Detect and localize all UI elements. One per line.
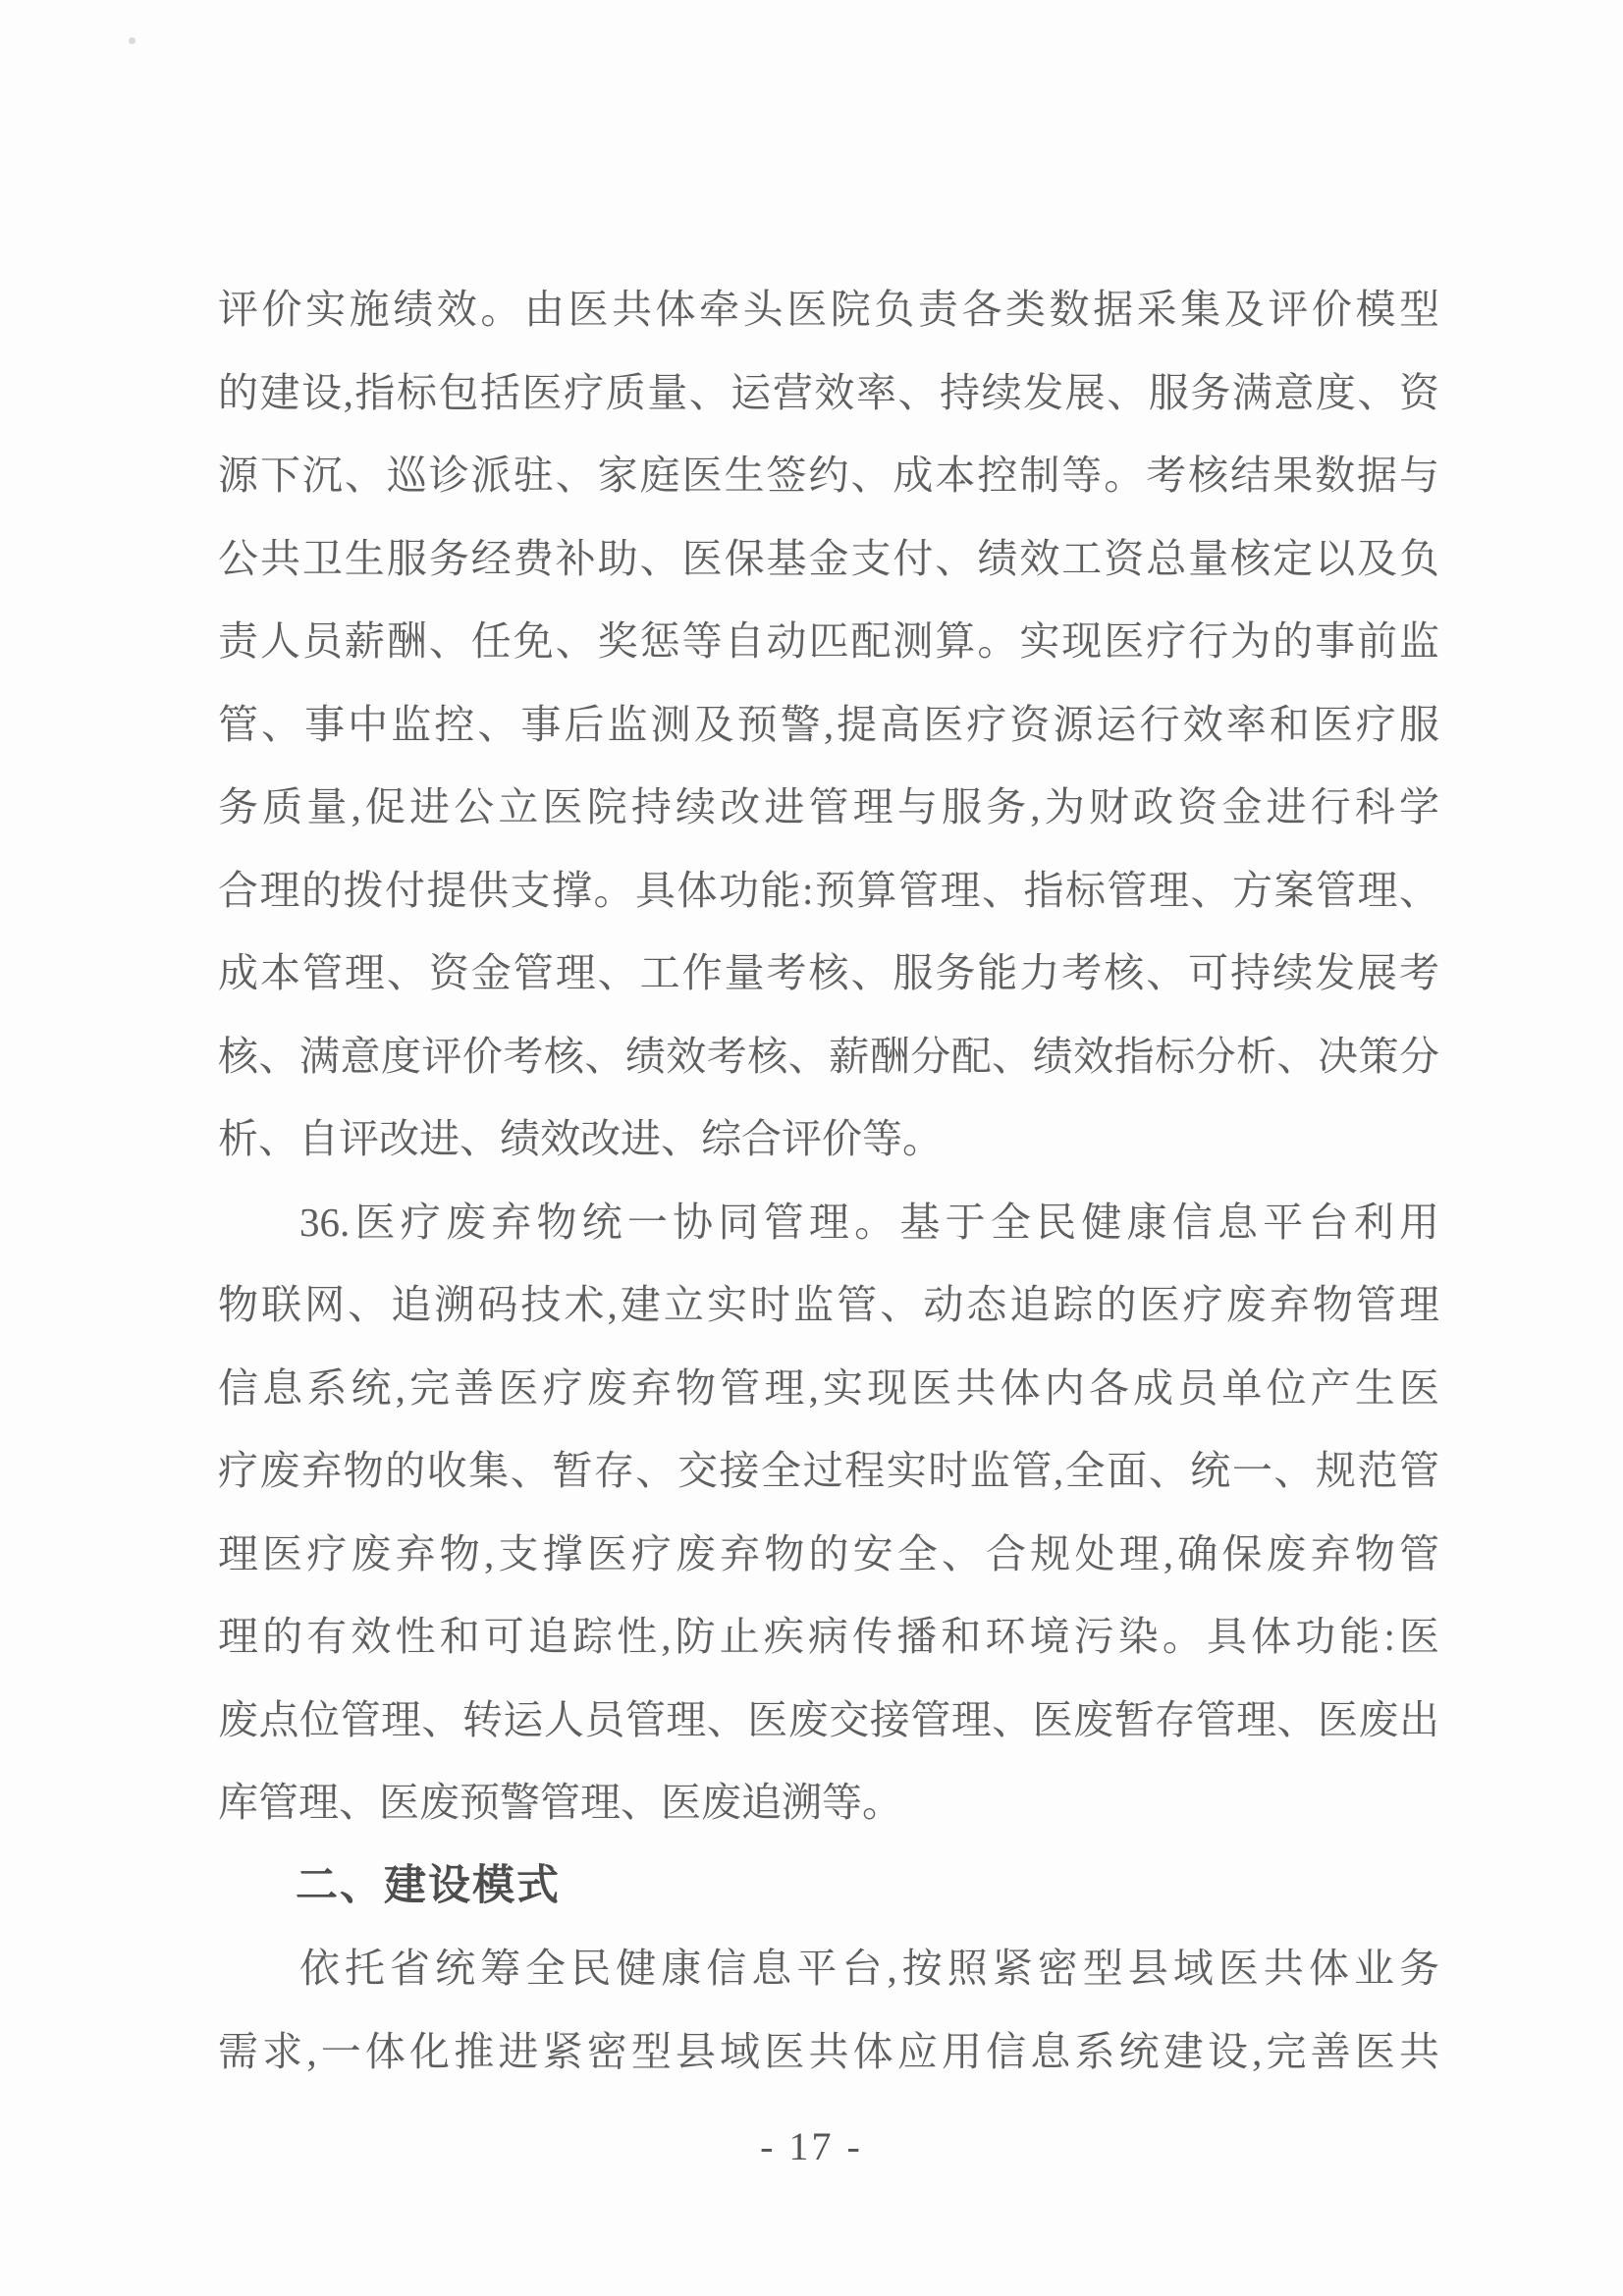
body-text-line: 公共卫生服务经费补助、医保基金支付、绩效工资总量核定以及负: [218, 535, 1439, 581]
body-text-line: 理医疗废弃物,支撑医疗废弃物的安全、合规处理,确保废弃物管: [218, 1530, 1439, 1576]
document-body: [218, 268, 1439, 2093]
body-text-line: 理的有效性和可追踪性,防止疾病传播和环境污染。具体功能:医: [218, 1614, 1439, 1659]
body-text-line: 疗废弃物的收集、暂存、交接全过程实时监管,全面、统一、规范管: [218, 1448, 1439, 1493]
section-heading: 二、建设模式: [296, 1861, 561, 1909]
body-text-line: 核、满意度评价考核、绩效考核、薪酬分配、绩效指标分析、决策分: [218, 1033, 1439, 1079]
body-text-line: 的建设,指标包括医疗质量、运营效率、持续发展、服务满意度、资: [218, 369, 1439, 415]
body-text-line: 评价实施绩效。由医共体牵头医院负责各类数据采集及评价模型: [218, 287, 1439, 332]
body-text-line: 源下沉、巡诊派驻、家庭医生签约、成本控制等。考核结果数据与: [218, 453, 1439, 498]
body-text-line: 合理的拨付提供支撑。具体功能:预算管理、指标管理、方案管理、: [218, 867, 1439, 913]
body-text-line: 废点位管理、转运人员管理、医废交接管理、医废暂存管理、医废出: [218, 1696, 1439, 1742]
body-text-line: 析、自评改进、绩效改进、综合评价等。: [218, 1116, 943, 1161]
body-text-line: 需求,一体化推进紧密型县域医共体应用信息系统建设,完善医共: [218, 2028, 1439, 2074]
body-text-line: 库管理、医废预警管理、医废追溯等。: [218, 1780, 902, 1825]
page-number: - 17 -: [760, 2124, 863, 2168]
body-text-line: 责人员薪酬、任免、奖惩等自动匹配测算。实现医疗行为的事前监: [218, 618, 1439, 664]
body-text-line: 成本管理、资金管理、工作量考核、服务能力考核、可持续发展考: [218, 950, 1439, 995]
body-text-line: 信息系统,完善医疗废弃物管理,实现医共体内各成员单位产生医: [218, 1364, 1439, 1411]
body-text-line: 物联网、追溯码技术,建立实时监管、动态追踪的医疗废弃物管理: [218, 1282, 1439, 1327]
body-text-line: 管、事中监控、事后监测及预警,提高医疗资源运行效率和医疗服: [218, 701, 1439, 747]
body-text-line: 依托省统筹全民健康信息平台,按照紧密型县域医共体业务: [299, 1946, 1439, 1991]
scan-speck: [129, 37, 135, 44]
body-text-line: 36.医疗废弃物统一协同管理。基于全民健康信息平台利用: [299, 1199, 1439, 1245]
body-text-line: 务质量,促进公立医院持续改进管理与服务,为财政资金进行科学: [218, 784, 1439, 829]
